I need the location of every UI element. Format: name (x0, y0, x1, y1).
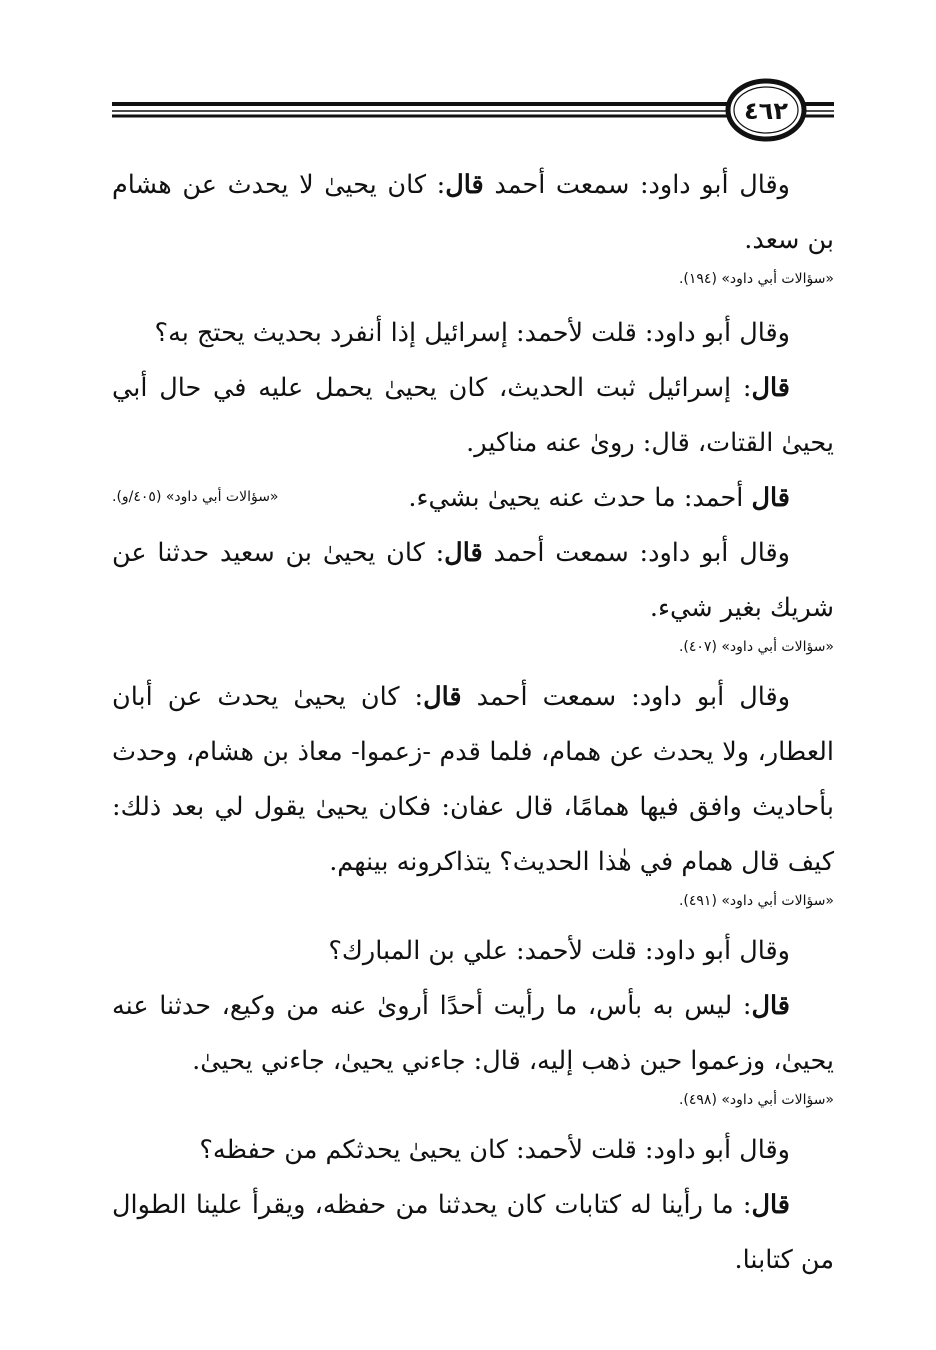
text: وقال أبو داود: سمعت أحمد (482, 538, 790, 568)
page-content (112, 158, 834, 1288)
text: وقال أبو داود: سمعت أحمد (483, 170, 791, 200)
header-rule-ornament (0, 0, 936, 160)
answer-paragraph (112, 979, 834, 1089)
page-header (0, 0, 936, 160)
bold-word: قال (751, 1190, 790, 1220)
reference-citation: «سؤالات أبي داود» (٤٠٧). (678, 639, 834, 655)
paragraph (112, 526, 834, 636)
bold-word: قال (444, 538, 483, 568)
text: : كان يحيىٰ لا يحدث عن هشام بن سعد. (112, 170, 834, 255)
answer-paragraph (112, 361, 834, 471)
reference-citation: «سؤالات أبي داود» (٤٠٥/و). (112, 489, 279, 505)
text: : إسرائيل ثبت الحديث، كان يحيىٰ يحمل عليه في حال أبي يحيىٰ القتات، قال: روىٰ عنه مناكير. (112, 373, 834, 458)
question-paragraph: وقال أبو داود: قلت لأحمد: إسرائيل إذا أنفرد بحديث يحتج به؟ (154, 318, 790, 348)
bold-word: قال (423, 682, 462, 712)
text: وقال أبو داود: سمعت أحمد (461, 682, 791, 712)
answer-paragraph (112, 1178, 834, 1288)
bold-word: قال (751, 991, 790, 1021)
text: : ما رأينا له كتابات كان يحدثنا من حفظه، ويقرأ علينا الطوال من كتابنا. (112, 1190, 834, 1275)
question-paragraph: وقال أبو داود: قلت لأحمد: كان يحيىٰ يحدثكم من حفظه؟ (199, 1135, 790, 1165)
paragraph-with-inline-ref (112, 471, 834, 526)
text: : كان يحيىٰ بن سعيد حدثنا عن شريك بغير شيء. (112, 538, 834, 623)
text: أحمد: ما حدث عنه يحيىٰ بشيء. (408, 483, 752, 513)
page-number: ٤٦٢ (744, 97, 788, 125)
bold-word: قال (751, 483, 790, 513)
question-paragraph: وقال أبو داود: قلت لأحمد: علي بن المبارك؟ (328, 936, 790, 966)
paragraph (112, 670, 834, 890)
reference-citation: «سؤالات أبي داود» (٤٩١). (678, 893, 834, 909)
reference-citation: «سؤالات أبي داود» (٤٩٨). (678, 1092, 834, 1108)
text: : ليس به بأس، ما رأيت أحدًا أروىٰ عنه من وكيع، حدثنا عنه يحيىٰ، وزعموا حين ذهب إليه، قال: جاءني يحيىٰ، جاءني يحيىٰ. (112, 991, 834, 1076)
bold-word: قال (445, 170, 484, 200)
text: : كان يحيىٰ يحدث عن أبان العطار، ولا يحدث عن همام، فلما قدم -زعموا- معاذ بن هشام، وحدث بأحاديث وافق فيها همامًا، قال عفان: فكان يحيىٰ يقول لي بعد ذلك: كيف قال همام في هٰذا الحديث؟ يتذاكرونه بينهم. (112, 682, 834, 877)
reference-citation: «سؤالات أبي داود» (١٩٤). (678, 271, 834, 287)
bold-word: قال (751, 373, 790, 403)
paragraph (112, 158, 834, 268)
